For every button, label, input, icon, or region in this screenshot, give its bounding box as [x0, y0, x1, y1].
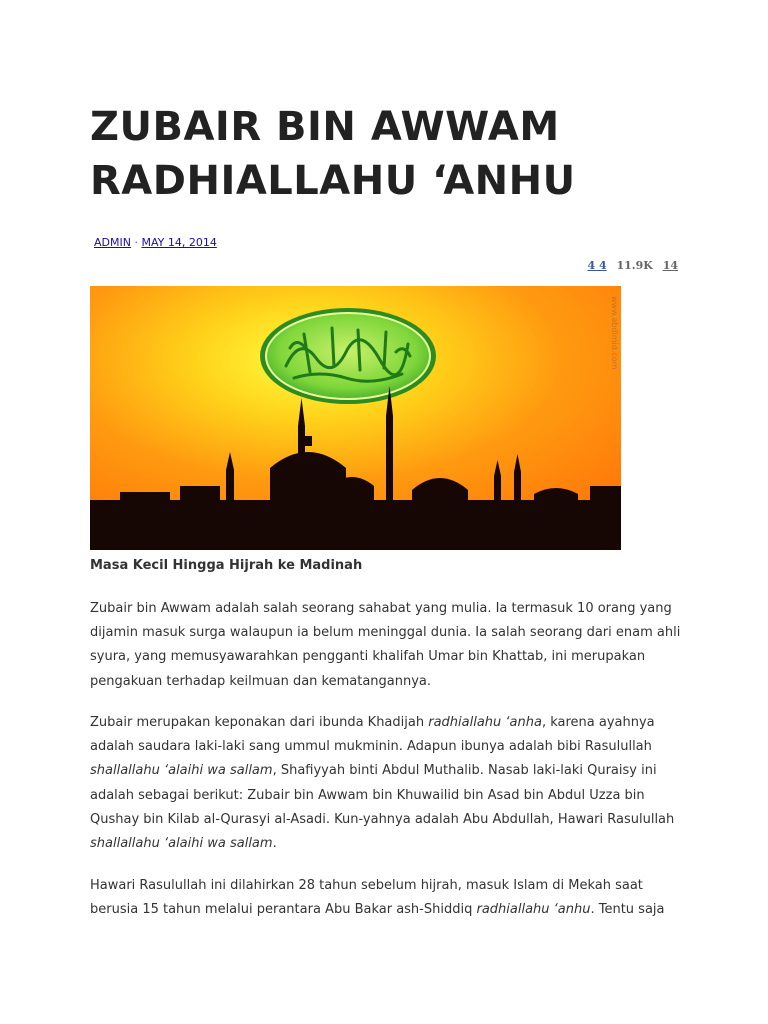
image-watermark: www.abdimid.com — [610, 296, 619, 370]
paragraph-3: Hawari Rasulullah ini dilahirkan 28 tahun sebelum hijrah, masuk Islam di Mekah saat berusia 15 tahun melalui perantara Abu Bakar ash-Shiddiq radhiallahu ‘anhu. Tentu saja — [90, 878, 665, 918]
title-line-1: ZUBAIR BIN AWWAM — [90, 104, 560, 150]
section-heading: Masa Kecil Hingga Hijrah ke Madinah — [90, 558, 363, 573]
title-line-2: RADHIALLAHU ‘ANHU — [90, 158, 576, 204]
date-link[interactable]: MAY 14, 2014 — [141, 236, 217, 249]
meta-separator: · — [134, 236, 138, 249]
author-link[interactable]: ADMIN — [94, 236, 131, 249]
comment-count[interactable]: 14 — [662, 259, 678, 272]
share-bar — [588, 259, 679, 272]
paragraph-1: Zubair bin Awwam adalah salah seorang sahabat yang mulia. Ia termasuk 10 orang yang dijamin masuk surga walaupun ia belum meninggal dunia. Ia salah seorang dari enam ahli syura, yang memusyawarahkan pengganti khalifah Umar bin Khattab, ini merupakan pengakuan terhadap keilmuan dan kematangannya. — [90, 601, 681, 689]
view-count: 11.9K — [616, 259, 653, 272]
article-title — [90, 100, 690, 208]
paragraph-2: Zubair merupakan keponakan dari ibunda Khadijah radhiallahu ‘anha, karena ayahnya adalah saudara laki-laki sang ummul mukminin. Adapun ibunya adalah bibi Rasulullah shallallahu ‘alaihi wa sallam, Shafiyyah binti Abdul Muthalib. Nasab laki-laki Quraisy ini adalah sebagai berikut: Zubair bin Awwam bin Khuwailid bin Asad bin Abdul Uzza bin Qushay bin Kilab al-Qurasyi al-Asadi. Kun-yahnya adalah Abu Abdullah, Hawari Rasulullah shallallahu ‘alaihi wa sallam. — [90, 715, 675, 852]
facebook-share-count[interactable]: 4 4 — [587, 259, 607, 272]
hero-image — [90, 286, 621, 550]
post-meta — [94, 236, 217, 249]
